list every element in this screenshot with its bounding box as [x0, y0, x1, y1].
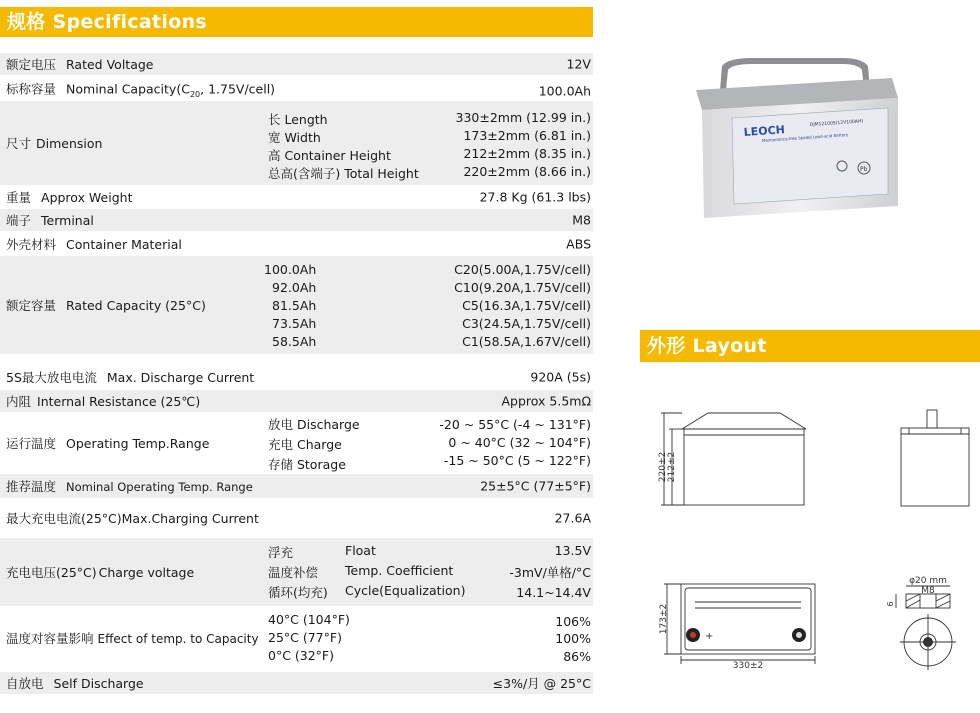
row-self-discharge	[0, 672, 593, 694]
value: 12V	[566, 56, 591, 72]
temp-effect-value: 106%	[555, 614, 591, 629]
battery-subtitle-text: Maintenance-free Sealed Lead-acid Battery	[761, 131, 849, 143]
cycle-label-en: Cycle(Equalization)	[345, 583, 466, 598]
label-cn: 自放电	[6, 676, 44, 691]
capacity-rate: C5(16.3A,1.75V/cell)	[462, 298, 591, 313]
battery-photo	[692, 56, 902, 220]
label-cn: 温度对容量影响	[6, 631, 94, 646]
temp-effect-label: 25°C (77°F)	[268, 630, 342, 645]
label-cn: 端子	[6, 213, 32, 228]
label-en: Charge voltage	[98, 565, 195, 580]
capacity-ah: 58.5Ah	[272, 334, 317, 349]
value: ABS	[566, 236, 591, 251]
label-en: Dimension	[36, 136, 103, 151]
dim-total-value: 220±2mm (8.66 in.)	[463, 164, 591, 179]
label-en: Nominal Operating Temp. Range	[66, 480, 253, 494]
capacity-rate: C3(24.5A,1.75V/cell)	[462, 316, 591, 331]
row-operating-temp	[0, 412, 593, 474]
temp-effect-label: 40°C (104°F)	[268, 612, 350, 627]
brand-logo: LEOCH	[743, 123, 786, 139]
capacity-ah: 73.5Ah	[272, 316, 317, 331]
capacity-rate: C1(58.5A,1.67V/cell)	[462, 334, 591, 349]
float-label-cn: 浮充	[268, 545, 294, 560]
label-cn: 外壳材料	[6, 236, 57, 252]
label: 最大充电电流(25°C)Max.Charging Current	[6, 511, 259, 526]
width-dimension: 173±2	[659, 603, 669, 635]
row-material	[0, 231, 593, 256]
dim-width-value: 173±2mm (6.81 in.)	[463, 128, 591, 143]
front-view-drawing	[652, 405, 822, 510]
label-en: Effect of temp. to Capacity	[97, 632, 259, 646]
label-en: Internal Resistance (25℃)	[37, 394, 201, 409]
coef-label-cn: 温度补偿	[268, 565, 319, 580]
capacity-ah: 100.0Ah	[264, 262, 317, 277]
negative-terminal-core	[796, 632, 802, 638]
positive-terminal-core	[690, 632, 696, 638]
label-cn: 额定容量	[6, 298, 57, 313]
temp-effect-value: 86%	[563, 649, 591, 664]
temp-charge-label: 充电 Charge	[268, 437, 342, 452]
label-en: Operating Temp.Range	[66, 436, 210, 451]
pb-text: Pb	[860, 166, 868, 173]
label-en: Terminal	[41, 213, 94, 228]
value: 100.0Ah	[538, 83, 591, 99]
label-en: Container Material	[66, 236, 182, 252]
label-en: Approx Weight	[41, 190, 133, 205]
container-height-dimension: 212±2	[667, 451, 677, 483]
label-cn: 标称容量	[6, 81, 57, 97]
row-nominal-capacity	[0, 77, 593, 101]
row-dimension	[0, 101, 593, 185]
capacity-ah: 92.0Ah	[272, 280, 317, 295]
side-view-drawing	[895, 408, 980, 508]
value: 920A (5s)	[530, 369, 591, 385]
temp-discharge-value: -20 ~ 55°C (-4 ~ 131°F)	[439, 417, 591, 432]
label-cn: 运行温度	[6, 436, 57, 451]
dim-length-value: 330±2mm (12.99 in.)	[455, 110, 591, 125]
label-cn: 5S最大放电电流	[6, 370, 97, 385]
terminal-diameter: φ20 mm	[909, 576, 947, 586]
label-cn: 推荐温度	[6, 479, 57, 494]
temp-storage-value: -15 ~ 50°C (5 ~ 122°F)	[443, 453, 591, 468]
plus-sign: +	[705, 631, 714, 642]
coef-label-en: Temp. Coefficient	[345, 563, 454, 578]
row-charge-voltage	[0, 538, 593, 606]
row-rated-voltage	[0, 53, 593, 75]
length-dimension: 330±2	[732, 661, 764, 670]
specifications-header: 规格 Specifications	[0, 7, 593, 37]
capacity-rate: C20(5.00A,1.75V/cell)	[454, 262, 591, 277]
value: 27.6A	[554, 510, 591, 526]
row-temp-effect	[0, 606, 593, 670]
battery-model-text: DJM12100S(12V100AH)	[809, 119, 864, 128]
cycle-value: 14.1~14.4V	[516, 585, 591, 600]
label-en: Nominal $Capacity(C_{20}$, 1.75V/cell)	[66, 81, 276, 99]
value: Approx 5.5mΩ	[501, 393, 591, 409]
label-cn: 尺寸	[6, 136, 32, 151]
cycle-label-cn: 循环(均充)	[268, 585, 328, 600]
row-internal-resistance	[0, 390, 593, 412]
top-view-drawing	[655, 578, 825, 670]
row-nominal-operating	[0, 474, 593, 498]
label-en: Rated Voltage	[66, 57, 154, 72]
label-en: Self Discharge	[53, 676, 144, 691]
coef-value: -3mV/单格/°C	[509, 565, 591, 580]
value: M8	[572, 212, 591, 228]
value: ≤3%/月 @ 25°C	[492, 676, 591, 691]
temp-effect-value: 100%	[555, 631, 591, 646]
float-label-en: Float	[345, 543, 376, 558]
terminal-detail-drawing	[880, 572, 980, 672]
row-rated-capacity	[0, 256, 593, 354]
terminal-hole	[923, 637, 933, 647]
dim-width-label: 宽 Width	[268, 130, 321, 145]
row-max-charging	[0, 498, 593, 538]
terminal-height: 6	[886, 601, 895, 607]
layout-header: 外形 Layout	[640, 330, 980, 362]
label-cn: 重量	[6, 190, 32, 205]
dim-length-label: 长 Length	[268, 112, 328, 127]
temp-storage-label: 存储 Storage	[268, 457, 346, 472]
value: 27.8 Kg (61.3 lbs)	[479, 189, 591, 205]
row-weight	[0, 185, 593, 209]
value: 25±5°C (77±5°F)	[480, 478, 591, 494]
capacity-ah: 81.5Ah	[272, 298, 317, 313]
label-cn: 额定电压	[6, 57, 57, 72]
label-en: Max. Discharge Current	[106, 370, 255, 385]
dim-height-value: 212±2mm (8.35 in.)	[463, 146, 591, 161]
temp-effect-label: 0°C (32°F)	[268, 648, 335, 663]
row-max-discharge	[0, 364, 593, 390]
capacity-rate: C10(9.20A,1.75V/cell)	[454, 280, 591, 295]
label-en: Rated Capacity (25°C)	[66, 298, 206, 313]
spec-table	[0, 53, 593, 694]
label-cn: 充电电压(25°C)	[6, 565, 97, 580]
temp-charge-value: 0 ~ 40°C (32 ~ 104°F)	[448, 435, 591, 450]
row-terminal	[0, 209, 593, 231]
terminal-thread: M8	[921, 586, 935, 596]
dim-height-label: 高 Container Height	[268, 148, 391, 163]
temp-discharge-label: 放电 Discharge	[268, 417, 360, 432]
label-cn: 内阻	[6, 394, 32, 409]
dim-total-label: 总高(含端子) Total Height	[268, 166, 419, 181]
float-value: 13.5V	[554, 543, 591, 558]
total-height-dimension: 220±2	[658, 451, 668, 483]
